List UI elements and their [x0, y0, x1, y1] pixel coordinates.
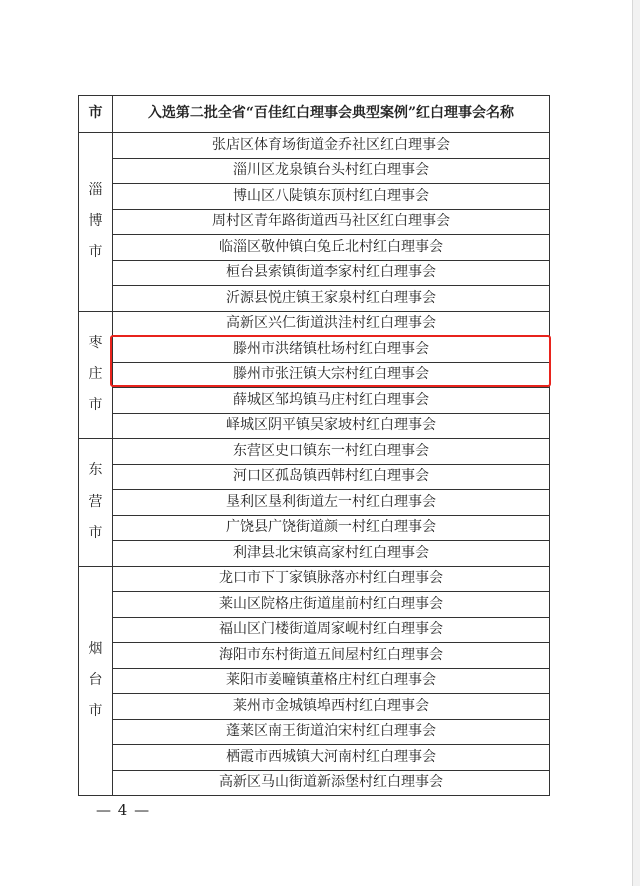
- council-name-cell: 河口区孤岛镇西韩村红白理事会: [113, 464, 550, 490]
- council-name-cell: 滕州市张汪镇大宗村红白理事会: [113, 362, 550, 388]
- table-row: [79, 311, 550, 337]
- council-name-cell: 临淄区敬仲镇白兔丘北村红白理事会: [113, 235, 550, 261]
- council-name-cell: 博山区八陡镇东顶村红白理事会: [113, 184, 550, 210]
- city-cell: [79, 566, 113, 796]
- council-name-cell: 淄川区龙泉镇台头村红白理事会: [113, 158, 550, 184]
- city-char: 淄: [88, 181, 103, 198]
- council-name-cell: 沂源县悦庄镇王家泉村红白理事会: [113, 286, 550, 312]
- council-table: [78, 95, 550, 796]
- table-row: [79, 235, 550, 261]
- council-name-cell: 栖霞市西城镇大河南村红白理事会: [113, 745, 550, 771]
- council-name-cell: 高新区马山街道新添堡村红白理事会: [113, 770, 550, 796]
- table-row: [79, 439, 550, 465]
- city-char: 枣: [88, 334, 103, 351]
- council-name-cell: 莱州市金城镇埠西村红白理事会: [113, 694, 550, 720]
- table-row: [79, 413, 550, 439]
- table-row: [79, 617, 550, 643]
- city-char: 市: [88, 244, 103, 261]
- table-row: [79, 515, 550, 541]
- city-char: 博: [88, 213, 103, 230]
- table-row: [79, 209, 550, 235]
- council-name-cell: 莱山区院格庄街道崖前村红白理事会: [113, 592, 550, 618]
- table-row: [79, 133, 550, 159]
- council-name-cell: 广饶县广饶街道颜一村红白理事会: [113, 515, 550, 541]
- council-name-cell: 滕州市洪绪镇杜场村红白理事会: [113, 337, 550, 363]
- city-char: 台: [88, 672, 103, 689]
- table-row: [79, 464, 550, 490]
- city-name: [79, 463, 112, 541]
- highlight-box: [110, 335, 551, 387]
- table-row: [79, 388, 550, 414]
- table-row: [79, 541, 550, 567]
- table-row: [79, 694, 550, 720]
- city-cell: [79, 439, 113, 567]
- table-row: [79, 490, 550, 516]
- council-name-cell: 周村区青年路街道西马社区红白理事会: [113, 209, 550, 235]
- council-name-cell: 垦利区垦利街道左一村红白理事会: [113, 490, 550, 516]
- council-name-cell: 东营区史口镇东一村红白理事会: [113, 439, 550, 465]
- table-row: [79, 566, 550, 592]
- council-name-cell: 桓台县索镇街道李家村红白理事会: [113, 260, 550, 286]
- council-name-cell: 薛城区邹坞镇马庄村红白理事会: [113, 388, 550, 414]
- council-name-cell: 蓬莱区南王街道泊宋村红白理事会: [113, 719, 550, 745]
- table-row: [79, 745, 550, 771]
- table-body: [79, 133, 550, 796]
- table-row: [79, 158, 550, 184]
- table-row: [79, 184, 550, 210]
- council-name-cell: 莱阳市姜疃镇董格庄村红白理事会: [113, 668, 550, 694]
- city-name: [79, 642, 112, 720]
- table-row: [79, 260, 550, 286]
- council-name-cell: 张店区体育场街道金乔社区红白理事会: [113, 133, 550, 159]
- header-name: 入选第二批全省“百佳红白理事会典型案例”红白理事会名称: [113, 96, 550, 133]
- city-cell: [79, 133, 113, 312]
- city-char: 烟: [88, 640, 103, 657]
- council-name-cell: 峄城区阴平镇吴家坡村红白理事会: [113, 413, 550, 439]
- table-row: [79, 643, 550, 669]
- table-row: [79, 668, 550, 694]
- table-header-row: [79, 96, 550, 133]
- city-char: 市: [88, 524, 103, 541]
- city-char: 营: [88, 493, 103, 510]
- table-row: [79, 719, 550, 745]
- city-char: 东: [88, 462, 103, 479]
- city-name: [79, 336, 112, 414]
- city-name: [79, 183, 112, 261]
- city-char: 庄: [88, 366, 103, 383]
- council-name-cell: 高新区兴仁街道洪洼村红白理事会: [113, 311, 550, 337]
- city-char: 市: [88, 397, 103, 414]
- city-cell: [79, 311, 113, 439]
- council-name-cell: 福山区门楼街道周家岘村红白理事会: [113, 617, 550, 643]
- council-name-cell: 龙口市下丁家镇脉落亦村红白理事会: [113, 566, 550, 592]
- page-number: — 4 —: [96, 801, 151, 819]
- council-name-cell: 海阳市东村街道五间屋村红白理事会: [113, 643, 550, 669]
- table-row: [79, 592, 550, 618]
- council-name-cell: 利津县北宋镇高家村红白理事会: [113, 541, 550, 567]
- table-row: [79, 286, 550, 312]
- city-char: 市: [88, 703, 103, 720]
- header-city: 市: [79, 96, 113, 133]
- table-row: [79, 770, 550, 796]
